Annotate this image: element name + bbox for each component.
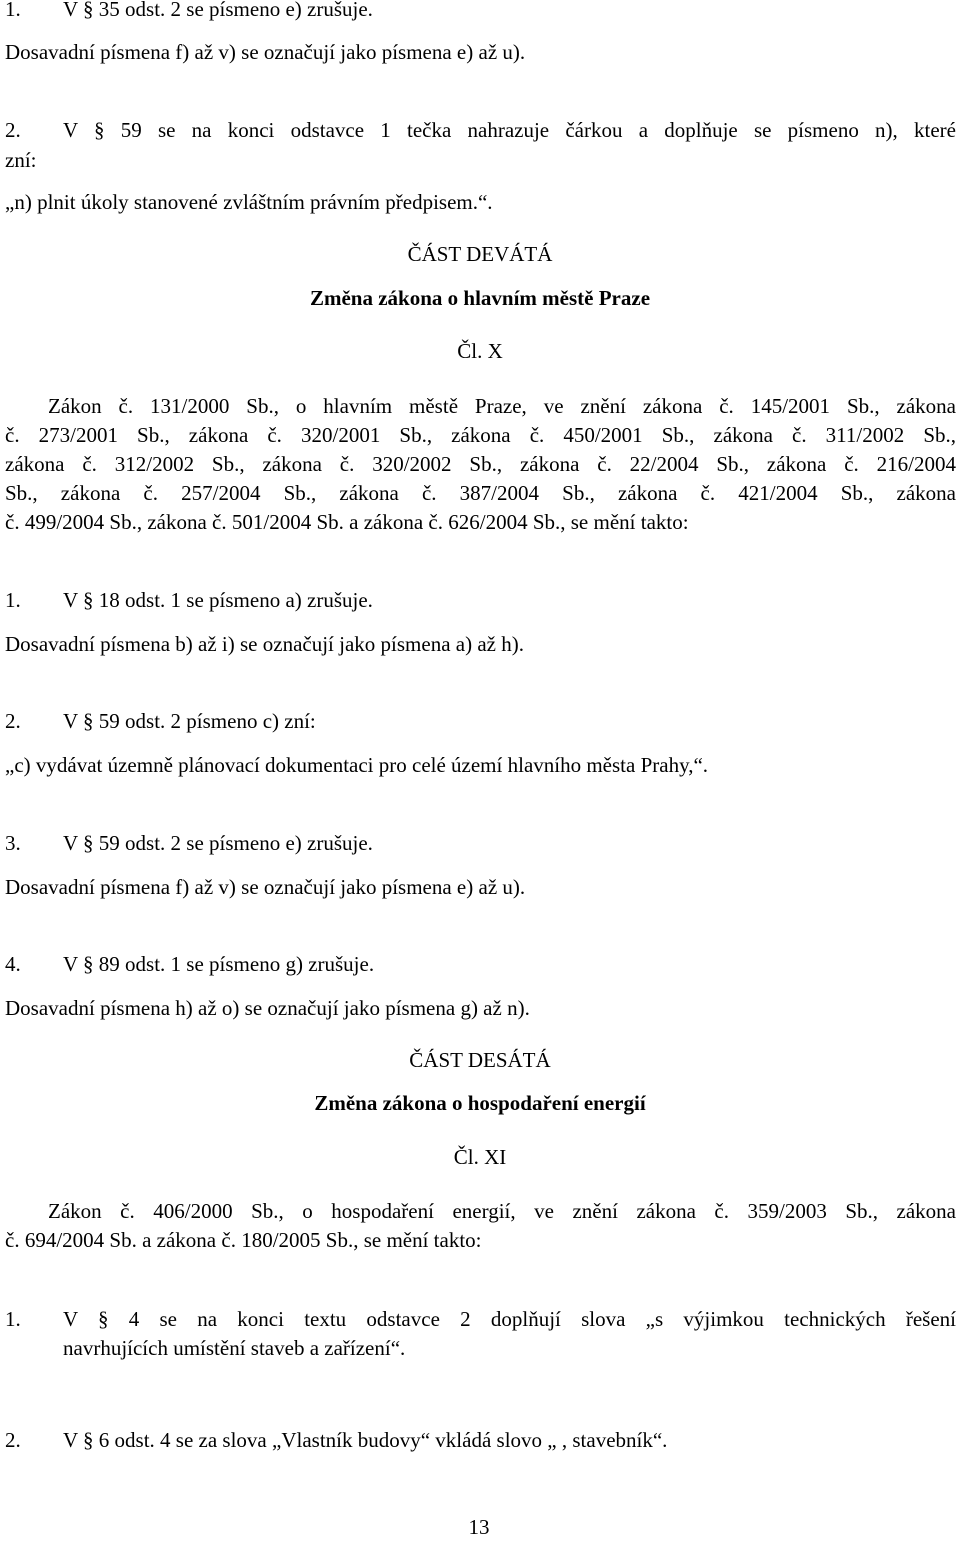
item-text: V § 6 odst. 4 se za slova „Vlastník budovy“ vkládá slovo „ , stavebník“. [63,1428,668,1452]
intro-line: č. 499/2004 Sb., zákona č. 501/2004 Sb. a zákona č. 626/2004 Sb., se mění takto: [5,510,689,534]
part-heading: ČÁST DESÁTÁ [409,1048,551,1072]
article-label: Čl. X [457,339,503,363]
part-title: Změna zákona o hospodaření energií [314,1091,646,1115]
intro-line: č. 273/2001 Sb., zákona č. 320/2001 Sb., zákona č. 450/2001 Sb., zákona č. 311/2002 Sb., [5,423,956,447]
item-number: 2. [5,118,21,142]
part-title: Změna zákona o hlavním městě Praze [309,286,651,310]
item-text: V § 35 odst. 2 se písmeno e) zrušuje. [63,0,373,21]
intro-line: Zákon č. 131/2000 Sb., o hlavním městě Praze, ve znění zákona č. 145/2001 Sb., zákona [48,394,956,418]
item-number: 4. [5,952,21,976]
item-number: 1. [5,588,21,612]
item-text: V § 59 odst. 2 se písmeno e) zrušuje. [63,831,373,855]
article-label: Čl. XI [453,1145,507,1169]
item-note: „c) vydávat územně plánovací dokumentaci pro celé území hlavního města Prahy,“. [5,753,709,777]
item-number: 1. [5,1307,21,1331]
item-text-line1: V § 59 se na konci odstavce 1 tečka nahrazuje čárkou a doplňuje se písmeno n), které [63,118,956,142]
item-number: 2. [5,709,21,733]
intro-line: zákona č. 312/2002 Sb., zákona č. 320/2002 Sb., zákona č. 22/2004 Sb., zákona č. 216/2004 [5,452,956,476]
part-heading: ČÁST DEVÁTÁ [407,242,553,266]
intro-line: č. 694/2004 Sb. a zákona č. 180/2005 Sb., se mění takto: [5,1228,482,1252]
item-text-line2: zní: [5,148,37,172]
intro-line: Sb., zákona č. 257/2004 Sb., zákona č. 387/2004 Sb., zákona č. 421/2004 Sb., zákona [5,481,956,505]
item-text-line2: navrhujících umístění staveb a zařízení“. [63,1336,406,1360]
item-number: 3. [5,831,21,855]
item-text: V § 18 odst. 1 se písmeno a) zrušuje. [63,588,373,612]
intro-line: Zákon č. 406/2000 Sb., o hospodaření energií, ve znění zákona č. 359/2003 Sb., zákona [48,1199,956,1223]
item-text: V § 59 odst. 2 písmeno c) zní: [63,709,316,733]
quote-n: „n) plnit úkoly stanovené zvláštním právním předpisem.“. [5,190,493,214]
item-text-line1: V § 4 se na konci textu odstavce 2 doplňují slova „s výjimkou technických řešení [63,1307,956,1331]
page-number: 13 [468,1515,490,1539]
item-note: Dosavadní písmena f) až v) se označují jako písmena e) až u). [5,40,526,64]
item-note: Dosavadní písmena h) až o) se označují jako písmena g) až n). [5,996,530,1020]
item-number: 1. [5,0,21,21]
item-note: Dosavadní písmena f) až v) se označují jako písmena e) až u). [5,875,526,899]
item-note: Dosavadní písmena b) až i) se označují jako písmena a) až h). [5,632,524,656]
item-text: V § 89 odst. 1 se písmeno g) zrušuje. [63,952,375,976]
item-number: 2. [5,1428,21,1452]
